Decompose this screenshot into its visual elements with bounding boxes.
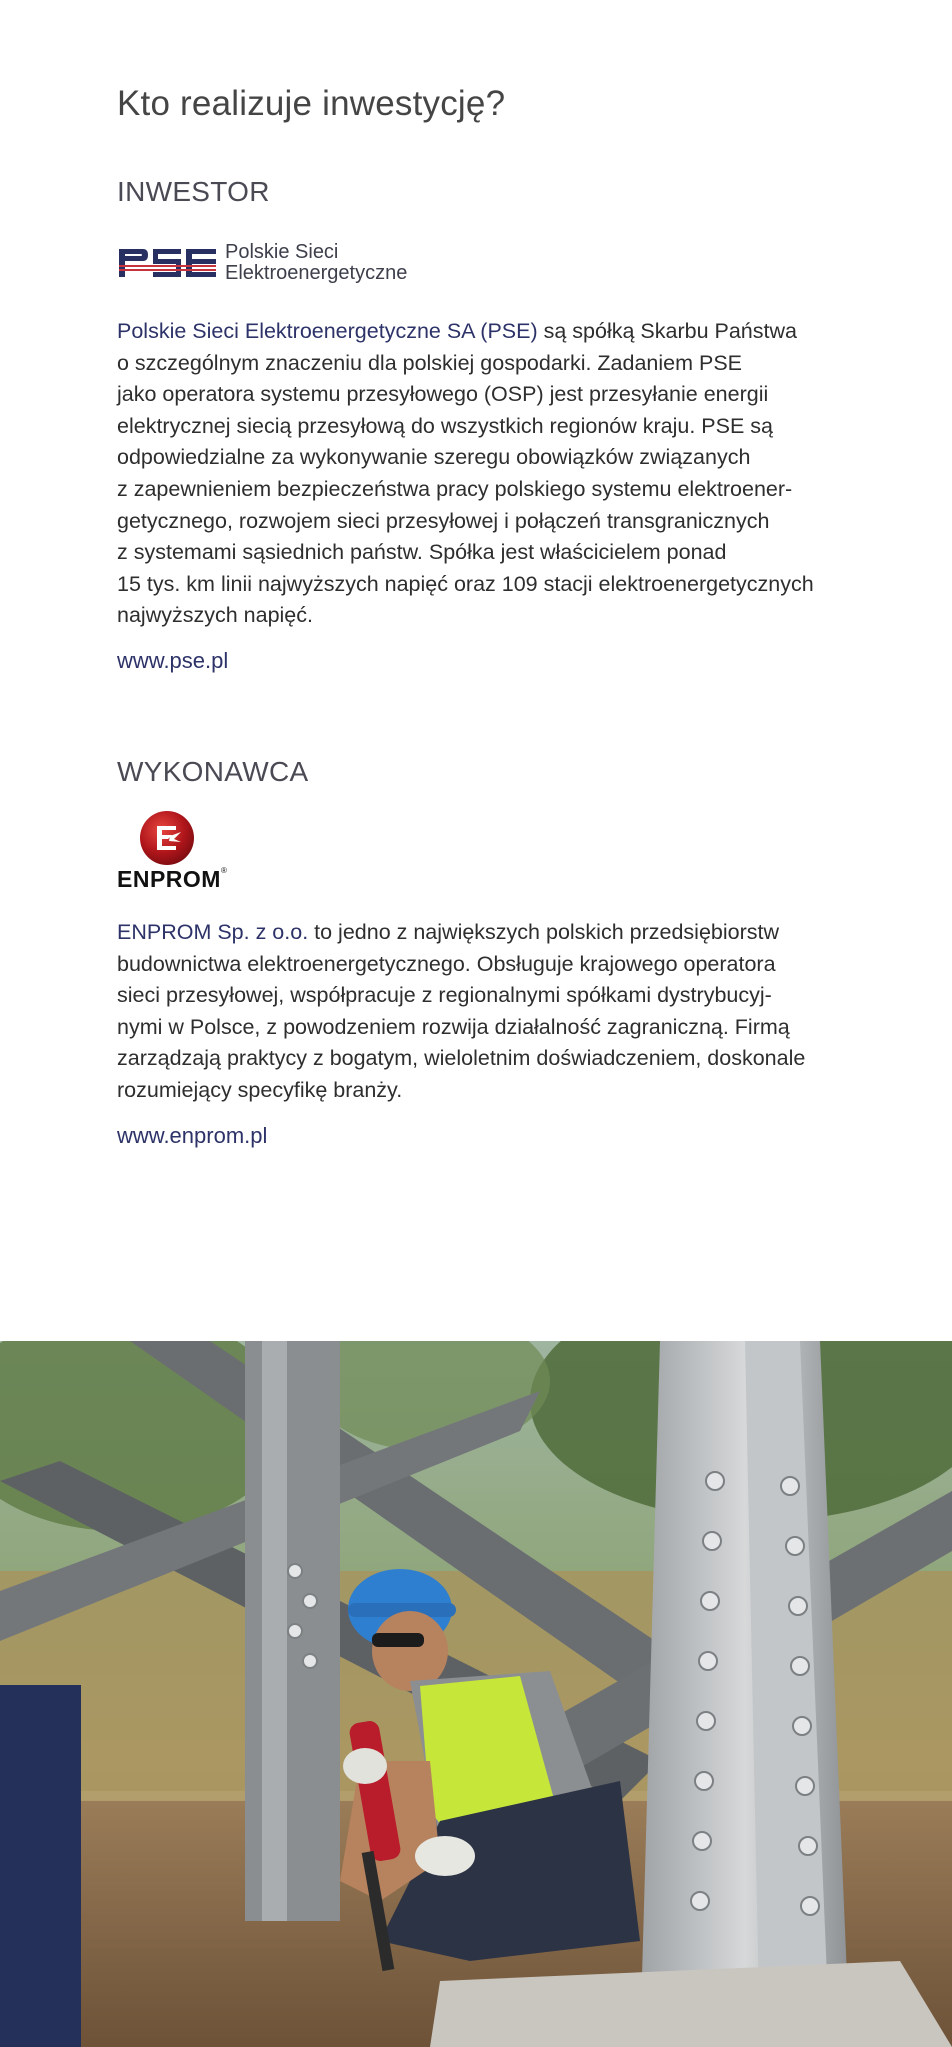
pse-website-link[interactable]: www.pse.pl bbox=[117, 648, 229, 673]
pse-logo-mark bbox=[117, 243, 217, 283]
contractor-line: ENPROM Sp. z o.o. to jedno z największych polskich przedsiębiorstw bbox=[117, 920, 779, 944]
worker-photo bbox=[0, 1341, 952, 2047]
enprom-logo bbox=[117, 810, 257, 892]
contractor-line: sieci przesyłowej, współpracuje z regionalnymi spółkami dystrybucyj- bbox=[117, 983, 772, 1008]
investor-line: 15 tys. km linii najwyższych napięć oraz 109 stacji elektroenergetycznych bbox=[117, 571, 814, 596]
investor-line: jako operatora systemu przesyłowego (OSP) jest przesyłanie energii bbox=[117, 382, 769, 407]
investor-line: odpowiedzialne za wykonywanie szeregu obowiązków związanych bbox=[117, 445, 751, 470]
investor-heading: INWESTOR bbox=[117, 176, 270, 207]
contractor-line: zarządzają praktycy z bogatym, wieloletnim doświadczeniem, doskonale bbox=[117, 1046, 806, 1071]
investor-description bbox=[117, 316, 852, 632]
enprom-website-link[interactable]: www.enprom.pl bbox=[117, 1123, 268, 1148]
contractor-line: rozumiejący specyfikę branży. bbox=[117, 1077, 403, 1102]
contractor-line: nymi w Polsce, z powodzeniem rozwija działalność zagraniczną. Firmą bbox=[117, 1014, 790, 1039]
pse-logo-name: Polskie Sieci Elektroenergetyczne bbox=[225, 241, 408, 284]
investor-line: z zapewnieniem bezpieczeństwa pracy polskiego systemu elektroener- bbox=[117, 476, 793, 501]
investor-line: Polskie Sieci Elektroenergetyczne SA (PSE) są spółką Skarbu Państwa bbox=[117, 319, 797, 343]
investor-line: z systemami sąsiednich państw. Spółka jest właścicielem ponad bbox=[117, 540, 727, 565]
investor-line: najwyższych napięć. bbox=[117, 603, 313, 628]
contractor-description bbox=[117, 917, 852, 1107]
page-title: Kto realizuje inwestycję? bbox=[117, 84, 506, 123]
enprom-logo-mark bbox=[139, 810, 195, 866]
pse-logo bbox=[117, 243, 437, 287]
contractor-name: ENPROM Sp. z o.o. bbox=[117, 920, 309, 944]
investor-line: getycznego, rozwojem sieci przesyłowej i połączeń transgranicznych bbox=[117, 508, 770, 533]
contractor-line: budownictwa elektroenergetycznego. Obsługuje krajowego operatora bbox=[117, 951, 776, 976]
navy-side-bar bbox=[0, 1685, 81, 2047]
investor-line: o szczególnym znaczeniu dla polskiej gospodarki. Zadaniem PSE bbox=[117, 350, 743, 375]
contractor-heading: WYKONAWCA bbox=[117, 756, 309, 787]
investor-line: elektrycznej siecią przesyłową do wszystkich regionów kraju. PSE są bbox=[117, 413, 774, 438]
investor-name: Polskie Sieci Elektroenergetyczne SA (PSE) bbox=[117, 319, 538, 343]
enprom-logo-word: ENPROM® bbox=[117, 866, 228, 892]
